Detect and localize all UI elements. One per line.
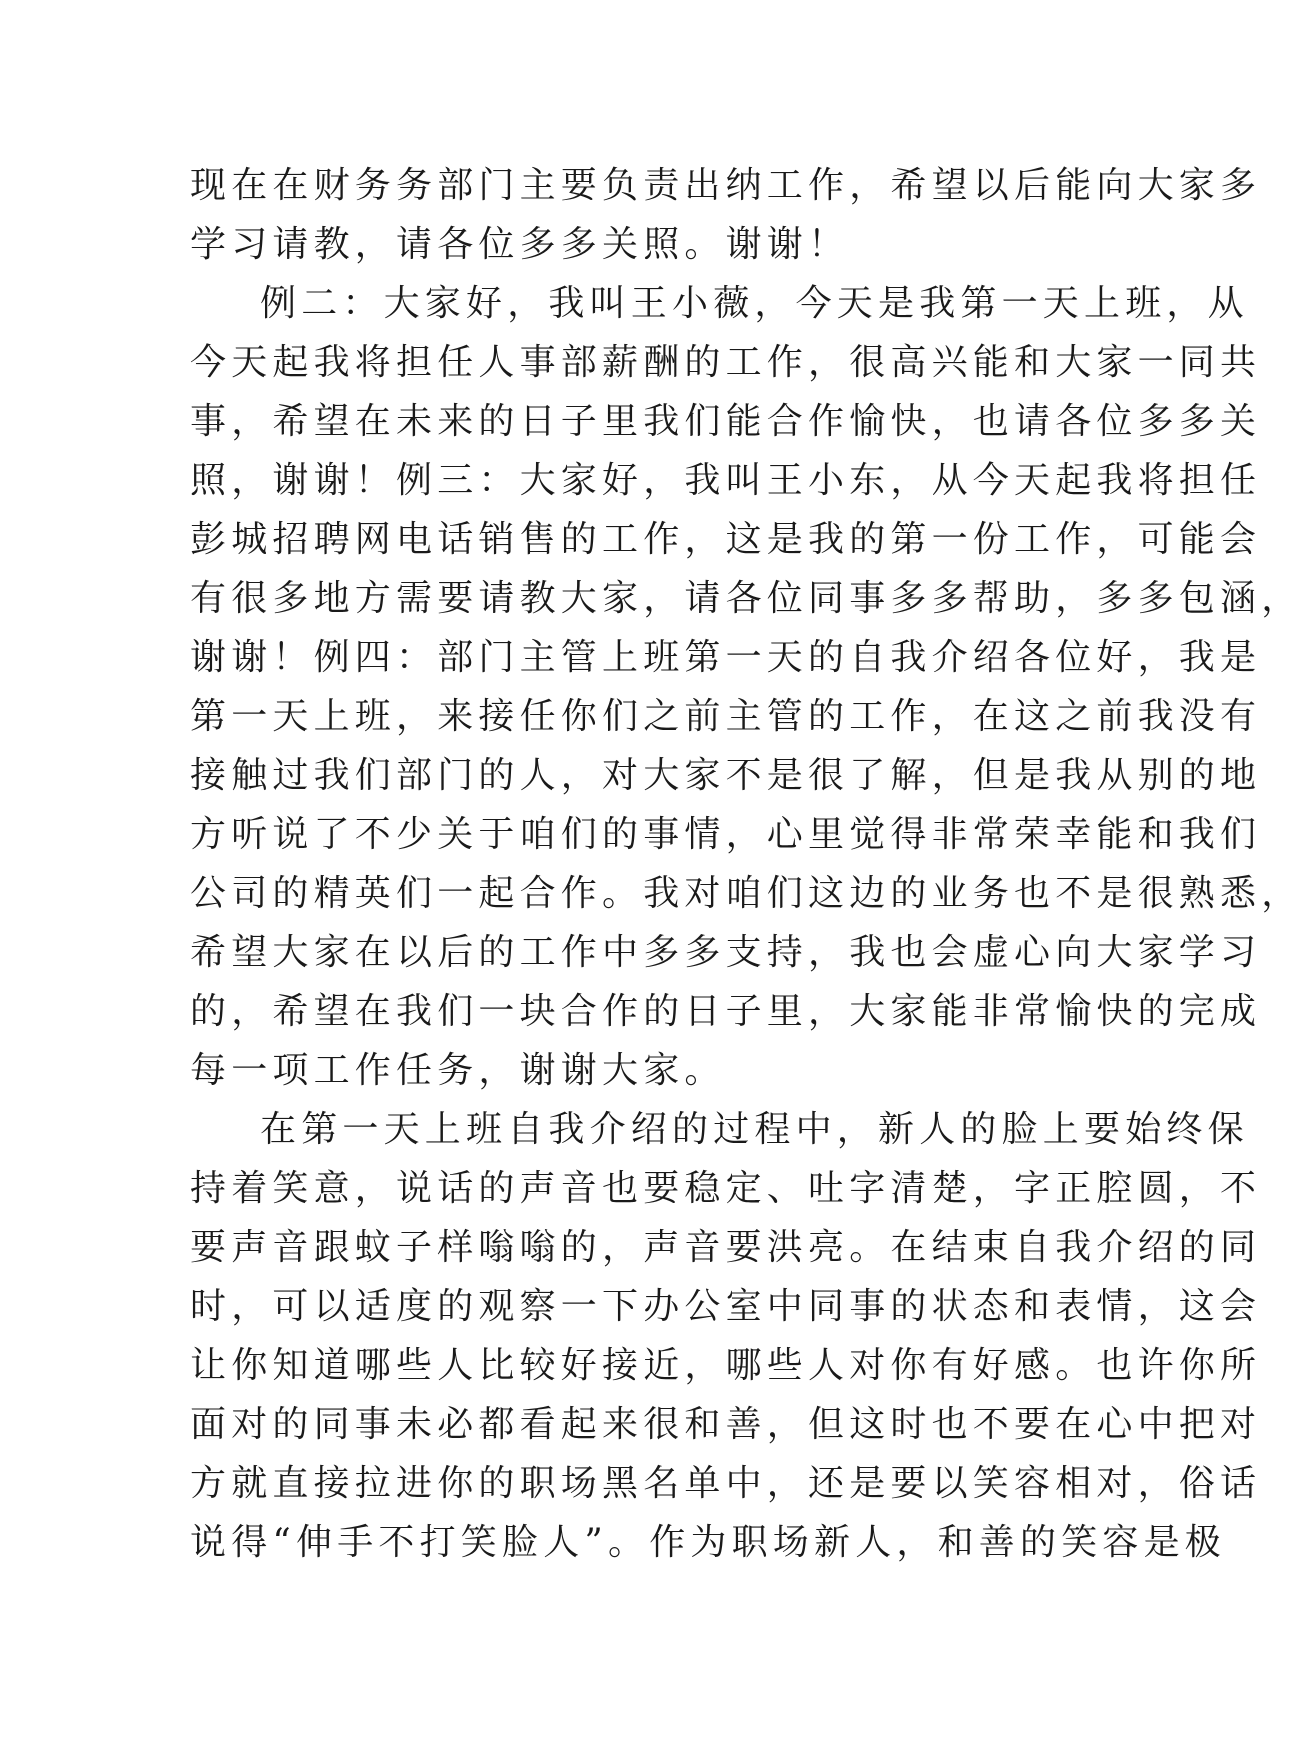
- text-line: 现在在财务务部门主要负责出纳工作，希望以后能向大家多: [190, 165, 1262, 206]
- text-line: 彭城招聘网电话销售的工作，这是我的第一份工作，可能会: [190, 519, 1262, 560]
- text-line: 谢谢！例四：部门主管上班第一天的自我介绍各位好，我是: [190, 637, 1262, 678]
- text-line: 照，谢谢！例三：大家好，我叫王小东，从今天起我将担任: [190, 460, 1262, 501]
- text-line: 说得“伸手不打笑脸人”。作为职场新人，和善的笑容是极: [190, 1522, 1227, 1563]
- text-line: 事，希望在未来的日子里我们能合作愉快，也请各位多多关: [190, 401, 1262, 442]
- text-line: 学习请教，请各位多多关照。谢谢！: [190, 224, 850, 265]
- body-text: [190, 156, 1302, 1572]
- text-line: 面对的同事未必都看起来很和善，但这时也不要在心中把对: [190, 1404, 1262, 1445]
- text-line: 的，希望在我们一块合作的日子里，大家能非常愉快的完成: [190, 991, 1262, 1032]
- text-line: 希望大家在以后的工作中多多支持，我也会虚心向大家学习: [190, 932, 1262, 973]
- text-line: 时，可以适度的观察一下办公室中同事的状态和表情，这会: [190, 1286, 1262, 1327]
- text-line: 要声音跟蚊子样嗡嗡的，声音要洪亮。在结束自我介绍的同: [190, 1227, 1262, 1268]
- text-line: 让你知道哪些人比较好接近，哪些人对你有好感。也许你所: [190, 1345, 1262, 1386]
- text-line: 方听说了不少关于咱们的事情，心里觉得非常荣幸能和我们: [190, 814, 1262, 855]
- text-line: 例二：大家好，我叫王小薇，今天是我第一天上班，从: [260, 283, 1249, 324]
- text-line: 在第一天上班自我介绍的过程中，新人的脸上要始终保: [260, 1109, 1249, 1150]
- text-line: 持着笑意，说话的声音也要稳定、吐字清楚，字正腔圆，不: [190, 1168, 1262, 1209]
- text-line: 方就直接拉进你的职场黑名单中，还是要以笑容相对，俗话: [190, 1463, 1262, 1504]
- text-line: 公司的精英们一起合作。我对咱们这边的业务也不是很熟悉，: [190, 873, 1302, 914]
- text-line: 每一项工作任务，谢谢大家。: [190, 1050, 726, 1091]
- text-line: 接触过我们部门的人，对大家不是很了解，但是我从别的地: [190, 755, 1262, 796]
- text-line: 今天起我将担任人事部薪酬的工作，很高兴能和大家一同共: [190, 342, 1262, 383]
- text-line: 第一天上班，来接任你们之前主管的工作，在这之前我没有: [190, 696, 1262, 737]
- text-line: 有很多地方需要请教大家，请各位同事多多帮助，多多包涵，: [190, 578, 1302, 619]
